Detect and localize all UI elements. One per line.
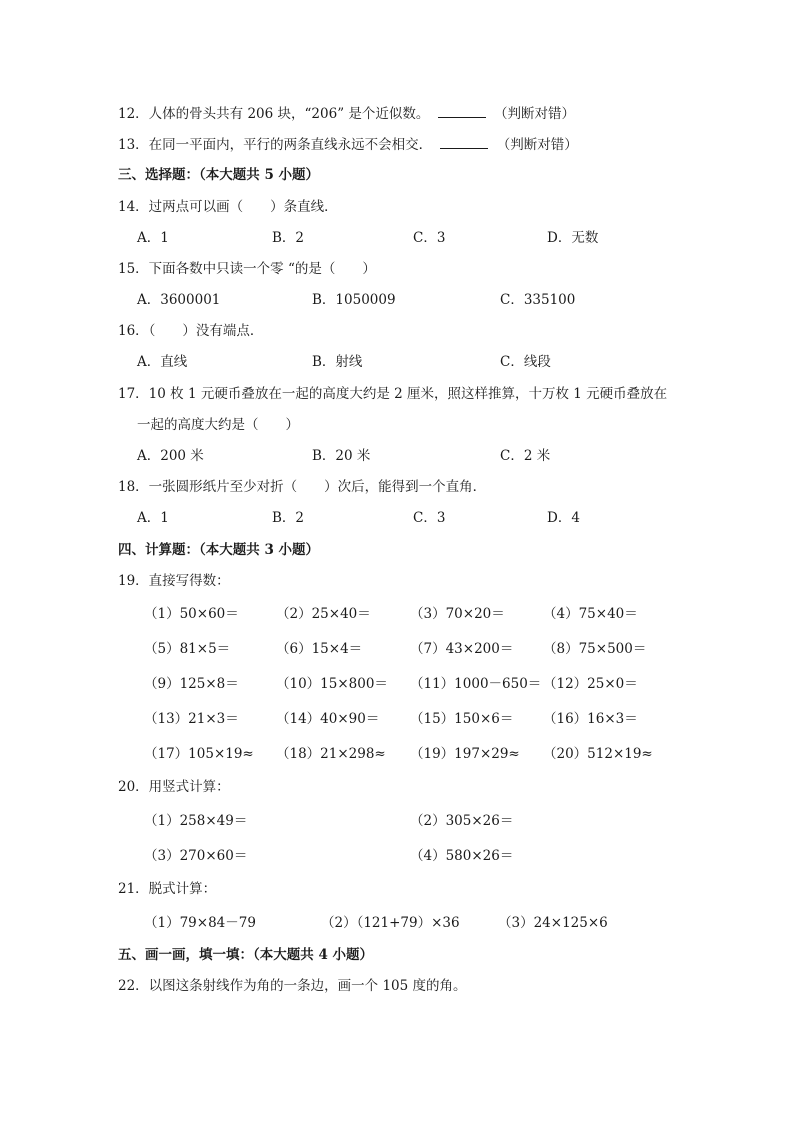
- question-17-text-line2: 一起的高度大约是（ ）: [137, 417, 299, 433]
- calc-item: （10）15×800＝: [276, 676, 388, 692]
- question-13: [118, 135, 578, 154]
- calc-item: （12）25×0＝: [543, 676, 638, 692]
- calc-item: （5）81×5＝: [144, 641, 231, 657]
- calc-item: （19）197×29≈: [410, 746, 520, 762]
- calc-item: （9）125×8＝: [144, 676, 239, 692]
- question-20-text: 20．用竖式计算：: [118, 779, 230, 795]
- calc-item: （17）105×19≈: [144, 746, 254, 762]
- q18-option-a[interactable]: A．1: [137, 510, 169, 526]
- calc-item: （1）50×60＝: [144, 606, 239, 622]
- vertical-calc-item: （2）305×26＝: [410, 813, 514, 829]
- calc-item: （7）43×200＝: [410, 641, 514, 657]
- calc-item: （6）15×4＝: [276, 641, 363, 657]
- section-4-heading: 四、计算题：（本大题共 3 小题）: [118, 542, 320, 558]
- question-15-text: 15．下面各数中只读一个零 “的是（ ）: [118, 261, 376, 277]
- question-19-text: 19．直接写得数：: [118, 573, 230, 589]
- calc-item: （2）25×40＝: [276, 606, 371, 622]
- calc-item: （15）150×6＝: [410, 711, 514, 727]
- calc-item: （8）75×500＝: [543, 641, 647, 657]
- calc-item: （13）21×3＝: [144, 711, 239, 727]
- step-calc-item: （3）24×125×6: [498, 915, 608, 931]
- question-12: [118, 104, 575, 123]
- vertical-calc-item: （1）258×49＝: [144, 813, 248, 829]
- question-17-text-line1: 17．10 枚 1 元硬币叠放在一起的高度大约是 2 厘米，照这样推算，十万枚 1 元硬币叠放在: [118, 386, 668, 402]
- q16-option-a[interactable]: A．直线: [137, 354, 188, 370]
- q18-option-d[interactable]: D．4: [547, 510, 580, 526]
- question-13-text: 13．在同一平面内，平行的两条直线永远不会相交．: [118, 137, 433, 153]
- q14-option-b[interactable]: B．2: [272, 230, 305, 246]
- calc-item: （16）16×3＝: [543, 711, 638, 727]
- question-22-text: 22．以图这条射线作为角的一条边，画一个 105 度的角。: [118, 978, 467, 994]
- q18-option-c[interactable]: C．3: [413, 510, 446, 526]
- q14-option-a[interactable]: A．1: [137, 230, 169, 246]
- question-13-suffix: （判断对错）: [496, 137, 578, 153]
- step-calc-item: （1）79×84－79: [144, 915, 256, 931]
- q17-option-c[interactable]: C．2 米: [500, 448, 551, 464]
- question-12-suffix: （判断对错）: [493, 106, 575, 122]
- section-3-heading: 三、选择题：（本大题共 5 小题）: [118, 167, 320, 183]
- question-16-text: 16．（ ）没有端点．: [118, 323, 264, 339]
- q15-option-a[interactable]: A．3600001: [137, 292, 221, 308]
- q15-option-c[interactable]: C．335100: [500, 292, 576, 308]
- step-calc-item: （2）（121+79）×36: [321, 915, 460, 931]
- answer-blank-13[interactable]: [440, 135, 488, 149]
- q15-option-b[interactable]: B．1050009: [312, 292, 396, 308]
- calc-item: （3）70×20＝: [410, 606, 505, 622]
- vertical-calc-item: （3）270×60＝: [144, 848, 248, 864]
- vertical-calc-item: （4）580×26＝: [410, 848, 514, 864]
- q17-option-b[interactable]: B．20 米: [312, 448, 371, 464]
- q16-option-c[interactable]: C．线段: [500, 354, 551, 370]
- calc-item: （14）40×90＝: [276, 711, 380, 727]
- q17-option-a[interactable]: A．200 米: [137, 448, 204, 464]
- calc-item: （11）1000－650＝: [410, 676, 542, 692]
- question-12-text: 12．人体的骨头共有 206 块，“206” 是个近似数。: [118, 106, 430, 122]
- q18-option-b[interactable]: B．2: [272, 510, 305, 526]
- q14-option-c[interactable]: C．3: [413, 230, 446, 246]
- q16-option-b[interactable]: B．射线: [312, 354, 363, 370]
- question-14-text: 14．过两点可以画（ ）条直线．: [118, 199, 338, 215]
- section-5-heading: 五、画一画，填一填：（本大题共 4 小题）: [118, 947, 374, 963]
- calc-item: （4）75×40＝: [543, 606, 638, 622]
- calc-item: （20）512×19≈: [543, 746, 653, 762]
- q14-option-d[interactable]: D．无数: [547, 230, 599, 246]
- question-21-text: 21．脱式计算：: [118, 881, 217, 897]
- answer-blank-12[interactable]: [438, 104, 486, 118]
- question-18-text: 18．一张圆形纸片至少对折（ ）次后，能得到一个直角．: [118, 479, 487, 495]
- calc-item: （18）21×298≈: [276, 746, 386, 762]
